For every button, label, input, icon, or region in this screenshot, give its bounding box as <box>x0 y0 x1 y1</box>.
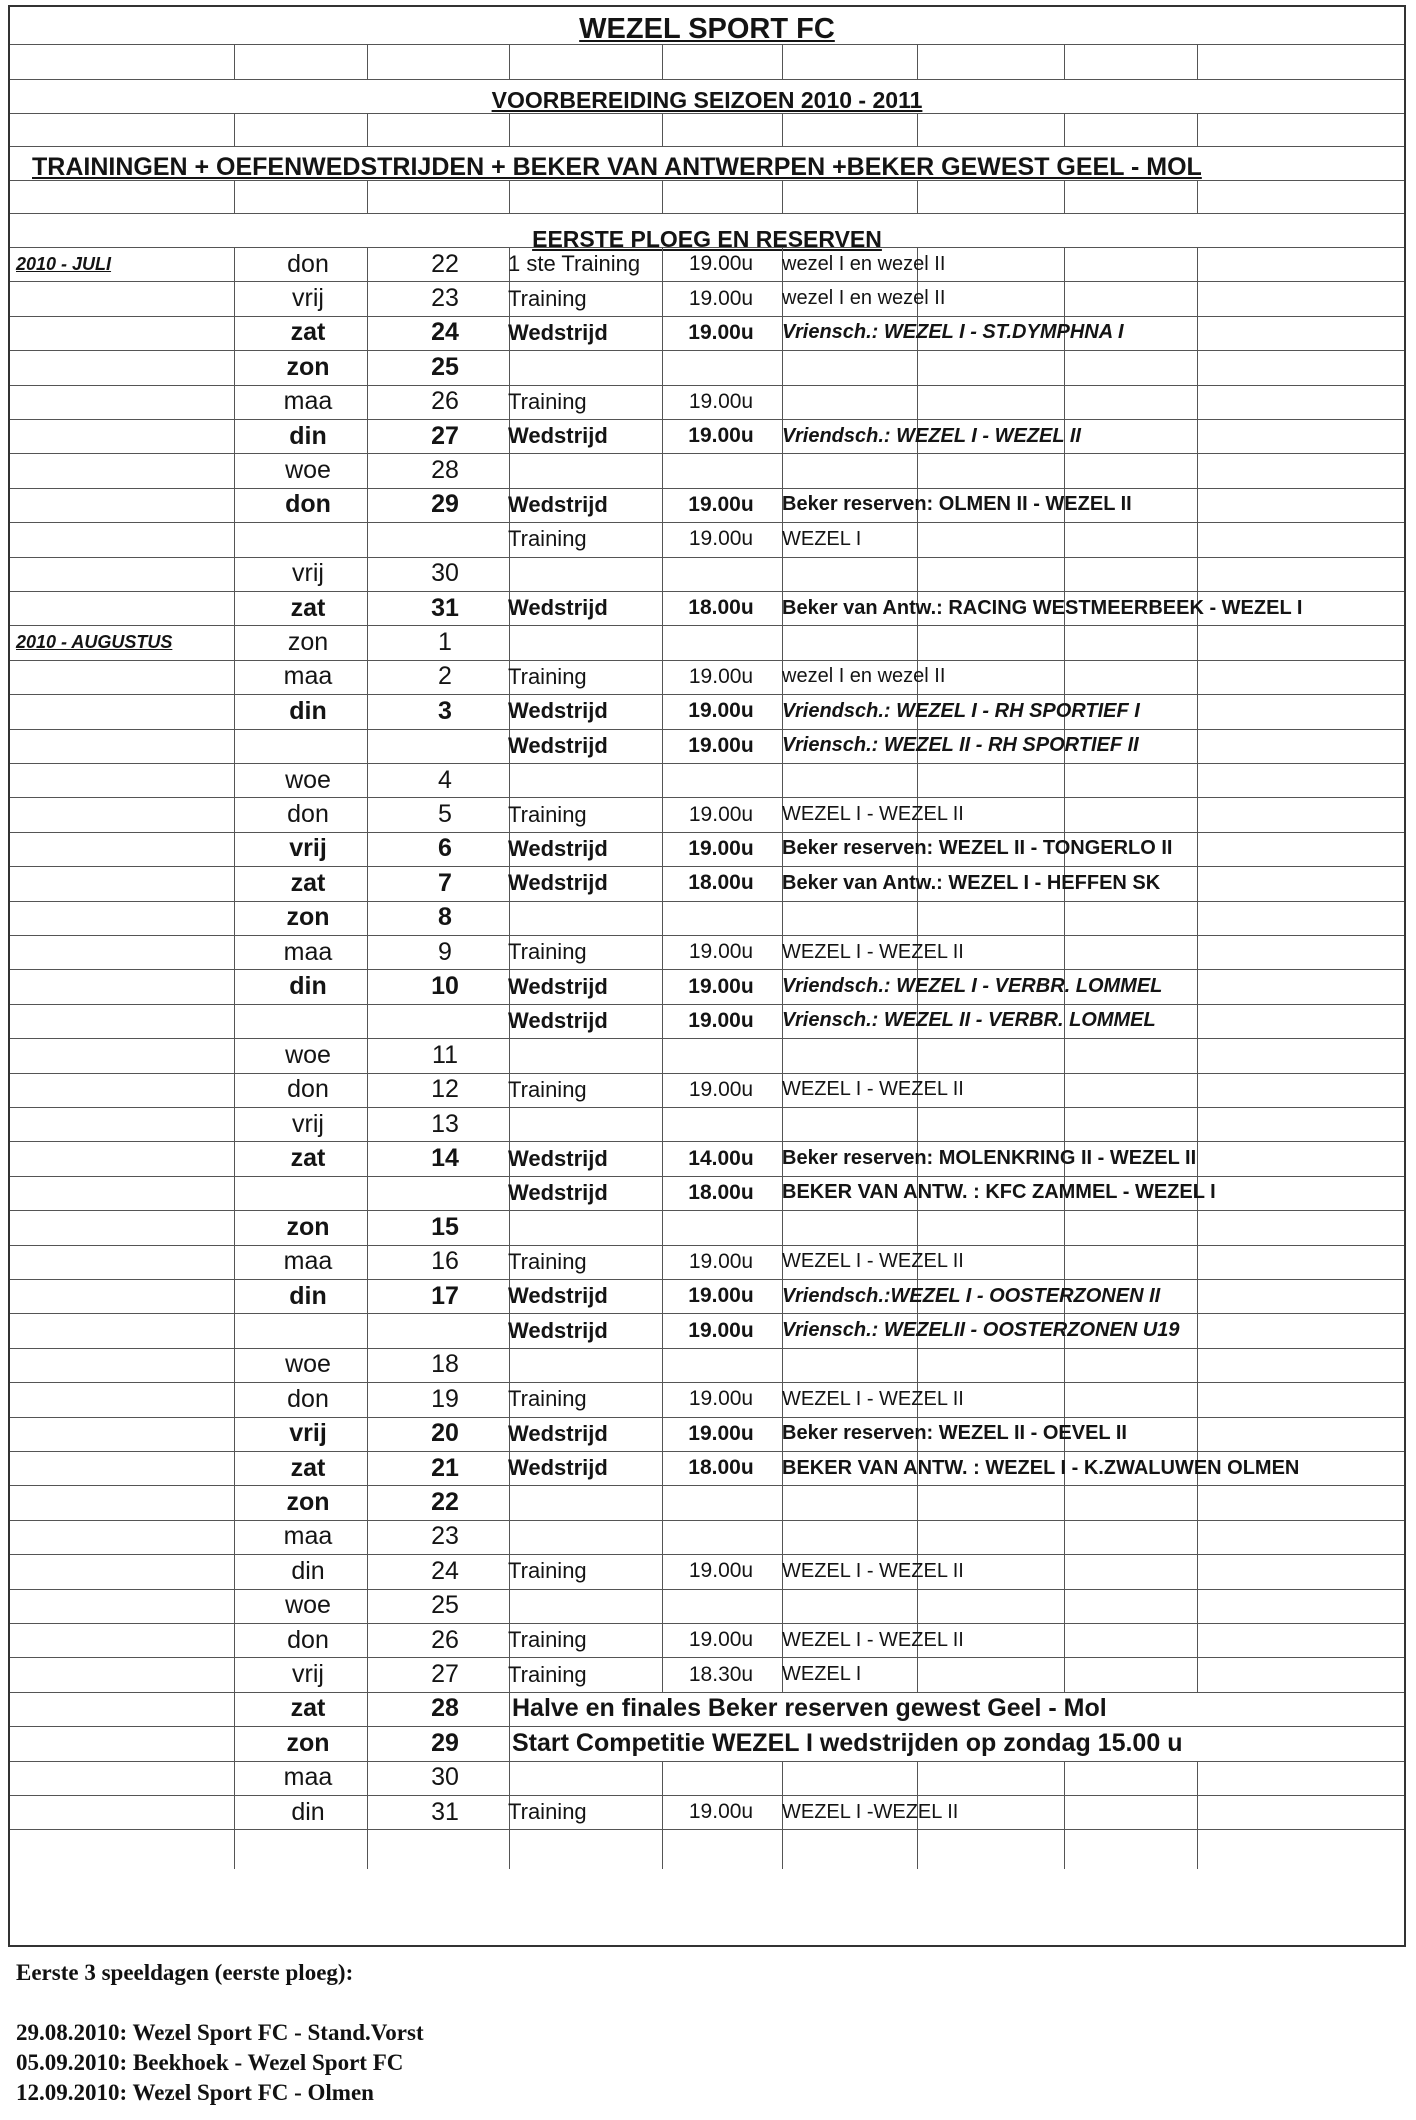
grid-line <box>367 180 368 213</box>
table-row <box>10 1210 1406 1244</box>
footer-match: 05.09.2010: Beekhoek - Wezel Sport FC <box>16 2050 404 2075</box>
date-cell: 24 <box>431 318 459 347</box>
grid-line <box>1197 1829 1198 1869</box>
grid-line <box>10 44 1404 45</box>
day-cell: zat <box>290 868 326 897</box>
type-cell: Training <box>508 526 587 552</box>
type-cell: Wedstrijd <box>508 1145 608 1171</box>
grid-line <box>234 113 235 146</box>
grid-line <box>10 146 1404 147</box>
type-cell: Training <box>508 1661 587 1687</box>
table-row <box>10 694 1406 728</box>
description-cell: WEZEL I - WEZEL II <box>782 1078 964 1101</box>
time-cell: 19.00u <box>688 1421 754 1445</box>
table-row <box>10 385 1406 419</box>
table-row <box>10 901 1406 935</box>
grid-line <box>782 113 783 146</box>
description-cell: Beker reserven: WEZEL II - OEVEL II <box>782 1422 1127 1445</box>
day-cell: din <box>289 421 327 450</box>
date-cell: 5 <box>438 800 452 829</box>
time-cell: 19.00u <box>688 699 754 723</box>
grid-line <box>367 113 368 146</box>
doc-teams: EERSTE PLOEG EN RESERVEN <box>532 226 882 252</box>
grid-line <box>509 180 510 213</box>
time-cell: 18.00u <box>688 596 754 620</box>
type-cell: Training <box>508 939 587 965</box>
date-cell: 10 <box>431 972 459 1001</box>
table-row <box>10 969 1406 1003</box>
table-row <box>10 281 1406 315</box>
description-cell: WEZEL I - WEZEL II <box>782 1387 964 1410</box>
day-cell: maa <box>283 937 333 966</box>
description-cell: wezel I en wezel II <box>782 252 946 275</box>
day-cell: din <box>289 696 327 725</box>
type-cell: Wedstrijd <box>508 319 608 345</box>
table-row <box>10 832 1406 866</box>
time-cell: 19.00u <box>688 492 754 516</box>
table-row <box>10 1520 1406 1554</box>
date-cell: 28 <box>431 1694 459 1723</box>
type-cell: Wedstrijd <box>508 835 608 861</box>
grid-line <box>662 44 663 79</box>
time-cell: 19.00u <box>688 1387 754 1411</box>
day-cell: zat <box>290 1144 326 1173</box>
time-cell: 19.00u <box>688 1077 754 1101</box>
description-cell: WEZEL I - WEZEL II <box>782 1250 964 1273</box>
table-row <box>10 1313 1406 1347</box>
description-cell: Vriensch.: WEZEL I - ST.DYMPHNA I <box>782 321 1124 344</box>
type-cell: Wedstrijd <box>508 491 608 517</box>
time-cell: 19.00u <box>688 252 754 276</box>
type-cell: 1 ste Training <box>508 251 641 277</box>
month-label: 2010 - JULI <box>16 253 112 274</box>
table-row <box>10 247 1406 281</box>
day-cell: woe <box>285 1591 331 1620</box>
date-cell: 1 <box>438 628 452 657</box>
time-cell: 18.00u <box>688 871 754 895</box>
table-row <box>10 1073 1406 1107</box>
type-cell: Training <box>508 1248 587 1274</box>
description-cell: WEZEL I - WEZEL II <box>782 940 964 963</box>
table-row <box>10 1382 1406 1416</box>
grid-line <box>1064 113 1065 146</box>
grid-line <box>782 44 783 79</box>
time-cell: 19.00u <box>688 320 754 344</box>
date-cell: 21 <box>431 1453 459 1482</box>
doc-categories: TRAININGEN + OEFENWEDSTRIJDEN + BEKER VAN ANTWERPEN +BEKER GEWEST GEEL - MOL <box>32 153 1202 181</box>
day-cell: zon <box>286 1728 330 1757</box>
type-cell: Wedstrijd <box>508 1420 608 1446</box>
type-cell: Training <box>508 388 587 414</box>
time-cell: 18.00u <box>688 1180 754 1204</box>
date-cell: 29 <box>431 490 459 519</box>
description-cell: Vriendsch.: WEZEL I - WEZEL II <box>782 424 1081 447</box>
type-cell: Training <box>508 1799 587 1825</box>
table-row <box>10 1726 1406 1760</box>
grid-line <box>234 44 235 79</box>
time-cell: 19.00u <box>688 389 754 413</box>
table-row <box>10 1176 1406 1210</box>
table-row <box>10 316 1406 350</box>
description-cell: WEZEL I <box>782 527 862 550</box>
day-cell: zat <box>290 318 326 347</box>
grid-line <box>509 44 510 79</box>
grid-line <box>234 180 235 213</box>
description-cell: Vriendsch.:WEZEL I - OOSTERZONEN II <box>782 1284 1161 1307</box>
day-cell: zat <box>290 1694 326 1723</box>
day-cell: zon <box>287 628 329 657</box>
table-row <box>10 1761 1406 1795</box>
type-cell: Training <box>508 1558 587 1584</box>
date-cell: 30 <box>431 559 459 588</box>
date-cell: 23 <box>431 1522 459 1551</box>
date-cell: 11 <box>432 1040 458 1069</box>
date-cell: 14 <box>431 1144 459 1173</box>
day-cell: vrij <box>292 559 324 588</box>
date-cell: 28 <box>431 456 459 485</box>
type-cell: Wedstrijd <box>508 1283 608 1309</box>
time-cell: 19.00u <box>688 1249 754 1273</box>
grid-line <box>1197 113 1198 146</box>
time-cell: 19.00u <box>688 1008 754 1032</box>
date-cell: 27 <box>431 1660 459 1689</box>
day-cell: din <box>291 1797 325 1826</box>
day-cell: woe <box>285 1040 331 1069</box>
time-cell: 19.00u <box>688 527 754 551</box>
schedule-sheet <box>8 5 1406 1947</box>
doc-title: WEZEL SPORT FC <box>579 13 835 45</box>
day-cell: zat <box>290 593 326 622</box>
table-row <box>10 591 1406 625</box>
type-cell: Wedstrijd <box>508 870 608 896</box>
grid-line <box>917 180 918 213</box>
description-cell: wezel I en wezel II <box>782 665 946 688</box>
type-cell: Wedstrijd <box>508 1007 608 1033</box>
table-row <box>10 866 1406 900</box>
first-matchdays <box>16 1960 1396 2108</box>
date-cell: 15 <box>431 1212 459 1241</box>
day-cell: maa <box>283 662 333 691</box>
table-row <box>10 350 1406 384</box>
day-cell: woe <box>285 1350 331 1379</box>
day-cell: don <box>287 1384 329 1413</box>
table-row <box>10 488 1406 522</box>
table-row <box>10 1417 1406 1451</box>
grid-line <box>367 1829 368 1869</box>
table-row <box>10 1141 1406 1175</box>
type-cell: Wedstrijd <box>508 698 608 724</box>
type-cell: Training <box>508 663 587 689</box>
table-row <box>10 797 1406 831</box>
day-cell: maa <box>283 1522 333 1551</box>
table-row <box>10 453 1406 487</box>
time-cell: 19.00u <box>688 1800 754 1824</box>
grid-line <box>10 113 1404 114</box>
date-cell: 17 <box>431 1281 459 1310</box>
table-row <box>10 1348 1406 1382</box>
grid-line <box>917 1829 918 1869</box>
day-cell: maa <box>283 1763 333 1792</box>
type-cell: Wedstrijd <box>508 1317 608 1343</box>
date-cell: 16 <box>431 1247 459 1276</box>
date-cell: 31 <box>431 1797 459 1826</box>
grid-line <box>10 79 1404 80</box>
table-row <box>10 1107 1406 1141</box>
table-row <box>10 625 1406 659</box>
time-cell: 19.00u <box>688 802 754 826</box>
date-cell: 6 <box>438 834 452 863</box>
grid-line <box>782 180 783 213</box>
day-cell: vrij <box>292 1660 324 1689</box>
type-cell: Wedstrijd <box>508 1455 608 1481</box>
grid-line <box>234 1829 235 1869</box>
grid-line <box>10 1829 1404 1830</box>
description-cell: WEZEL I - WEZEL II <box>782 803 964 826</box>
day-cell: don <box>287 800 329 829</box>
table-row <box>10 1554 1406 1588</box>
date-cell: 22 <box>431 1488 459 1517</box>
table-row <box>10 1692 1406 1726</box>
table-row <box>10 1485 1406 1519</box>
description-cell: Vriendsch.: WEZEL I - VERBR. LOMMEL <box>782 975 1163 998</box>
type-cell: Training <box>508 285 587 311</box>
description-cell: WEZEL I -WEZEL II <box>782 1800 959 1823</box>
date-cell: 27 <box>431 421 459 450</box>
date-cell: 31 <box>431 593 459 622</box>
day-cell: din <box>289 972 327 1001</box>
description-cell: WEZEL I <box>782 1663 862 1686</box>
type-cell: Training <box>508 801 587 827</box>
description-cell: Vriendsch.: WEZEL I - RH SPORTIEF I <box>782 699 1140 722</box>
time-cell: 19.00u <box>688 733 754 757</box>
day-cell: don <box>287 1075 329 1104</box>
description-cell: Vriensch.: WEZEL II - RH SPORTIEF II <box>782 734 1139 757</box>
day-cell: maa <box>283 1247 333 1276</box>
time-cell: 19.00u <box>688 940 754 964</box>
table-row <box>10 1004 1406 1038</box>
description-cell: BEKER VAN ANTW. : KFC ZAMMEL - WEZEL I <box>782 1181 1216 1204</box>
date-cell: 7 <box>438 868 452 897</box>
description-cell: WEZEL I - WEZEL II <box>782 1559 964 1582</box>
announcement-cell: Start Competitie WEZEL I wedstrijden op zondag 15.00 u <box>512 1728 1183 1757</box>
grid-line <box>1064 1829 1065 1869</box>
time-cell: 18.30u <box>688 1662 754 1686</box>
day-cell: zon <box>286 1212 330 1241</box>
description-cell: Vriensch.: WEZEL II - VERBR. LOMMEL <box>782 1009 1156 1032</box>
time-cell: 19.00u <box>688 286 754 310</box>
day-cell: vrij <box>292 284 324 313</box>
table-row <box>10 1038 1406 1072</box>
footer-title: Eerste 3 speeldagen (eerste ploeg): <box>16 1960 354 1985</box>
day-cell: zat <box>290 1453 326 1482</box>
table-row <box>10 1657 1406 1691</box>
footer-match: 29.08.2010: Wezel Sport FC - Stand.Vorst <box>16 2020 424 2045</box>
day-cell: maa <box>283 387 333 416</box>
grid-line <box>662 180 663 213</box>
table-row <box>10 1795 1406 1829</box>
footer-match: 12.09.2010: Wezel Sport FC - Olmen <box>16 2080 374 2105</box>
date-cell: 3 <box>438 696 452 725</box>
day-cell: vrij <box>292 1109 324 1138</box>
day-cell: woe <box>285 456 331 485</box>
grid-line <box>917 113 918 146</box>
table-row <box>10 1279 1406 1313</box>
table-row <box>10 557 1406 591</box>
day-cell: zon <box>286 352 330 381</box>
type-cell: Wedstrijd <box>508 732 608 758</box>
grid-line <box>662 1829 663 1869</box>
table-row <box>10 660 1406 694</box>
time-cell: 19.00u <box>688 836 754 860</box>
time-cell: 19.00u <box>688 1284 754 1308</box>
table-row <box>10 935 1406 969</box>
date-cell: 8 <box>438 903 452 932</box>
day-cell: zon <box>286 1488 330 1517</box>
announcement-cell: Halve en finales Beker reserven gewest Geel - Mol <box>512 1694 1107 1723</box>
description-cell: wezel I en wezel II <box>782 287 946 310</box>
day-cell: don <box>287 1625 329 1654</box>
date-cell: 25 <box>431 1591 459 1620</box>
time-cell: 19.00u <box>688 664 754 688</box>
description-cell: Beker reserven: OLMEN II - WEZEL II <box>782 493 1132 516</box>
table-row <box>10 1623 1406 1657</box>
description-cell: BEKER VAN ANTW. : WEZEL I - K.ZWALUWEN OLMEN <box>782 1456 1300 1479</box>
grid-line <box>662 113 663 146</box>
description-cell: Beker van Antw.: WEZEL I - HEFFEN SK <box>782 871 1161 894</box>
date-cell: 4 <box>438 765 452 794</box>
date-cell: 20 <box>431 1419 459 1448</box>
month-label: 2010 - AUGUSTUS <box>16 632 173 653</box>
type-cell: Wedstrijd <box>508 595 608 621</box>
type-cell: Training <box>508 1076 587 1102</box>
table-row <box>10 1451 1406 1485</box>
day-cell: don <box>287 249 329 278</box>
date-cell: 30 <box>431 1763 459 1792</box>
date-cell: 9 <box>438 937 452 966</box>
time-cell: 19.00u <box>688 1559 754 1583</box>
time-cell: 18.00u <box>688 1456 754 1480</box>
date-cell: 26 <box>431 1625 459 1654</box>
date-cell: 24 <box>431 1556 459 1585</box>
date-cell: 26 <box>431 387 459 416</box>
day-cell: woe <box>285 765 331 794</box>
description-cell: Vriensch.: WEZELII - OOSTERZONEN U19 <box>782 1319 1180 1342</box>
table-row <box>10 763 1406 797</box>
grid-line <box>10 180 1404 181</box>
description-cell: Beker reserven: MOLENKRING II - WEZEL II <box>782 1147 1197 1170</box>
date-cell: 25 <box>431 352 459 381</box>
type-cell: Wedstrijd <box>508 423 608 449</box>
time-cell: 19.00u <box>688 974 754 998</box>
grid-line <box>782 1829 783 1869</box>
table-row <box>10 1589 1406 1623</box>
date-cell: 19 <box>431 1384 459 1413</box>
date-cell: 18 <box>431 1350 459 1379</box>
day-cell: din <box>289 1281 327 1310</box>
day-cell: don <box>285 490 331 519</box>
table-row <box>10 729 1406 763</box>
date-cell: 29 <box>431 1728 459 1757</box>
description-cell: Beker reserven: WEZEL II - TONGERLO II <box>782 837 1173 860</box>
grid-line <box>1064 180 1065 213</box>
type-cell: Wedstrijd <box>508 1179 608 1205</box>
grid-line <box>509 1829 510 1869</box>
date-cell: 22 <box>431 249 459 278</box>
day-cell: vrij <box>289 1419 327 1448</box>
table-row <box>10 522 1406 556</box>
day-cell: zon <box>286 903 330 932</box>
type-cell: Training <box>508 1386 587 1412</box>
grid-line <box>1197 180 1198 213</box>
time-cell: 14.00u <box>688 1146 754 1170</box>
grid-line <box>1197 44 1198 79</box>
grid-line <box>1064 44 1065 79</box>
table-row <box>10 419 1406 453</box>
time-cell: 19.00u <box>688 424 754 448</box>
day-cell: din <box>291 1556 325 1585</box>
doc-subtitle: VOORBEREIDING SEIZOEN 2010 - 2011 <box>491 87 923 113</box>
time-cell: 19.00u <box>688 1628 754 1652</box>
grid-line <box>10 213 1404 214</box>
table-row <box>10 1245 1406 1279</box>
description-cell: WEZEL I - WEZEL II <box>782 1628 964 1651</box>
time-cell: 19.00u <box>688 1318 754 1342</box>
date-cell: 2 <box>438 662 452 691</box>
date-cell: 13 <box>431 1109 459 1138</box>
day-cell: vrij <box>289 834 327 863</box>
type-cell: Wedstrijd <box>508 973 608 999</box>
description-cell: Beker van Antw.: RACING WESTMEERBEEK - WEZEL I <box>782 596 1303 619</box>
date-cell: 12 <box>431 1075 459 1104</box>
grid-line <box>917 44 918 79</box>
grid-line <box>509 113 510 146</box>
date-cell: 23 <box>431 284 459 313</box>
grid-line <box>367 44 368 79</box>
type-cell: Training <box>508 1627 587 1653</box>
